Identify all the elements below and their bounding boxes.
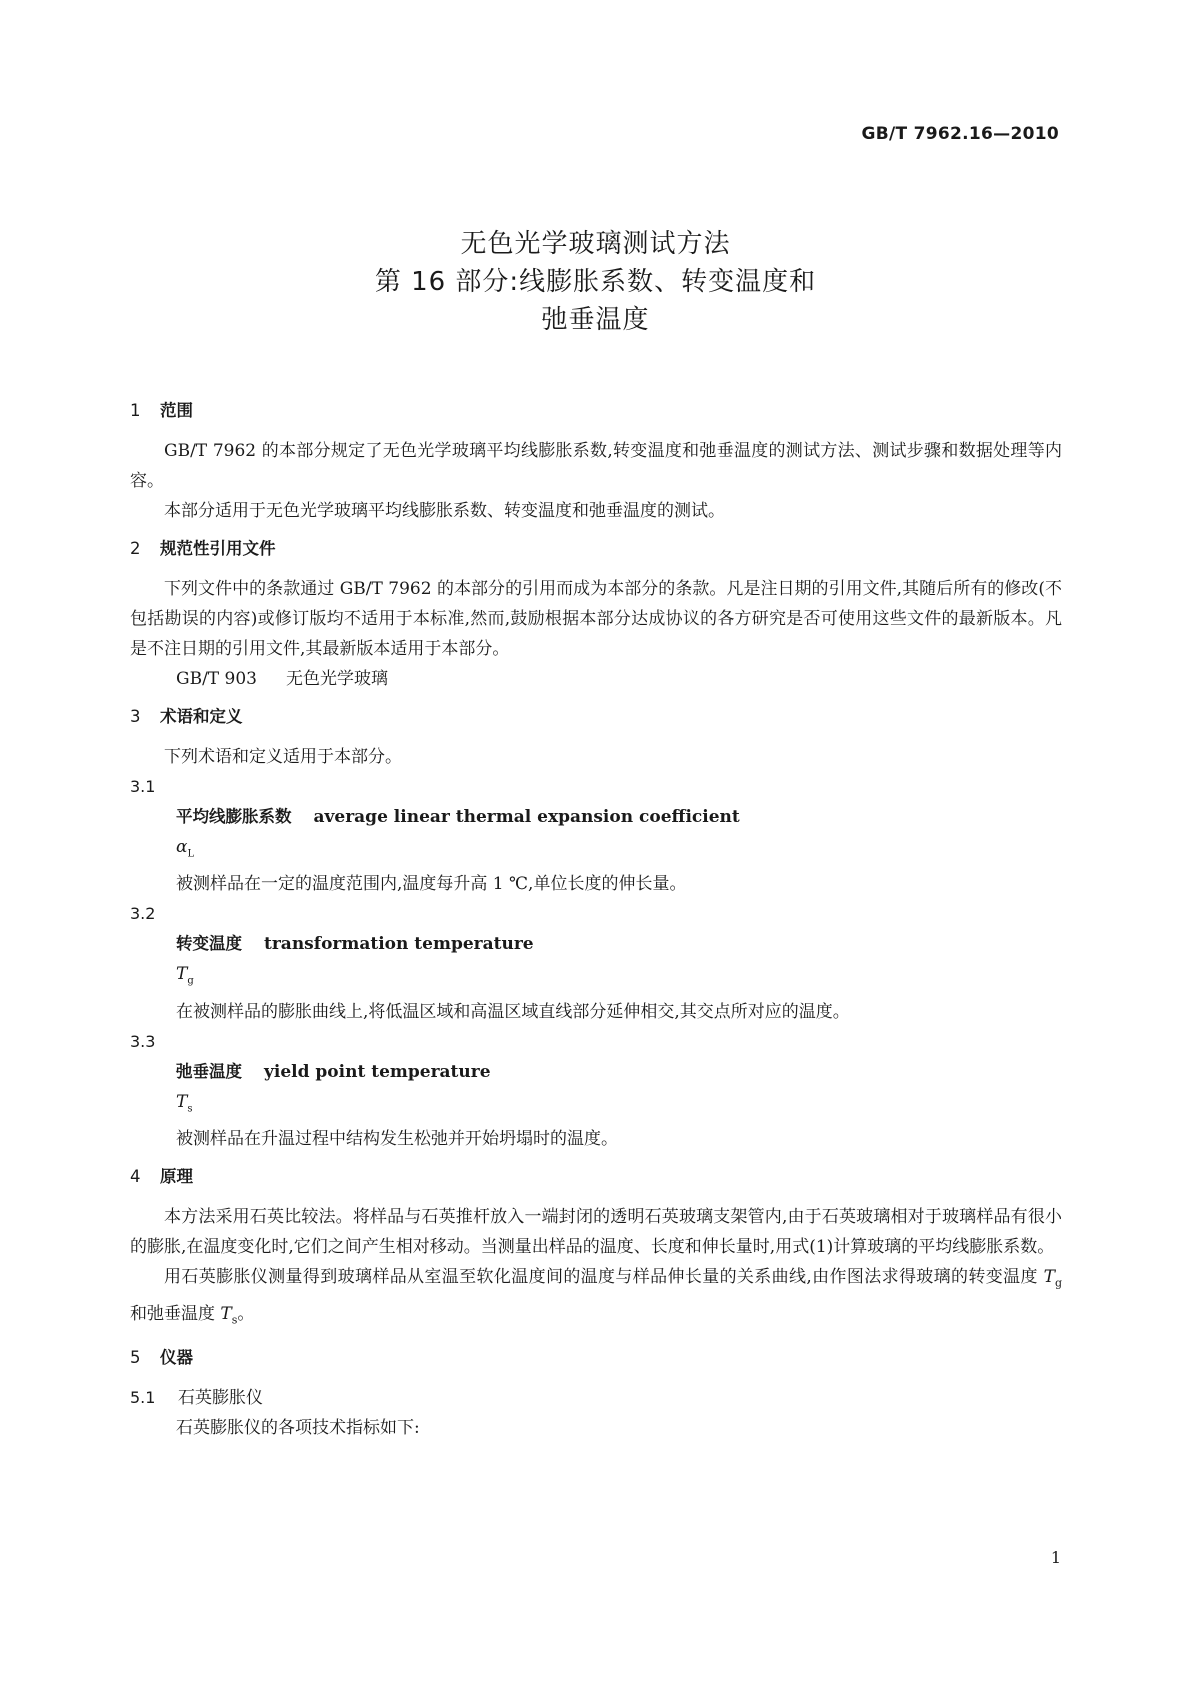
term-symbol <box>130 959 1062 996</box>
section-2-paragraph-1: 下列文件中的条款通过 GB/T 7962 的本部分的引用而成为本部分的条款。凡是注日期的引用文件,其随后所有的修改(不包括勘误的内容)或修订版均不适用于本标准,然而,鼓励根据本部分达成协议的各方研究是否可使用这些文件的最新版本。凡是不注日期的引用文件,其最新版本适用于本部分。 <box>130 579 1062 659</box>
term-name-en: transformation temperature <box>264 934 534 955</box>
term-number: 3.3 <box>130 1031 156 1051</box>
subsection-title: 石英膨胀仪 <box>178 1387 263 1408</box>
title-line-1: 无色光学玻璃测试方法 <box>460 229 731 259</box>
section-number: 4 <box>130 1167 141 1187</box>
term-name-en: yield point temperature <box>264 1061 491 1082</box>
document-body <box>130 396 1062 1443</box>
section-title: 原理 <box>160 1167 193 1187</box>
term-number: 3.2 <box>130 904 156 924</box>
section-1-heading <box>130 396 1062 426</box>
term-name <box>130 929 1062 959</box>
section-title: 规范性引用文件 <box>160 539 276 558</box>
reference-code: GB/T 903 <box>176 669 257 689</box>
section-5-heading <box>130 1343 1062 1373</box>
term-name-zh: 平均线膨胀系数 <box>176 807 292 826</box>
term-definition: 被测样品在一定的温度范围内,温度每升高 1 ℃,单位长度的伸长量。 <box>176 874 687 895</box>
symbol-subscript: s <box>187 1103 193 1115</box>
section-3-heading <box>130 702 1062 732</box>
paragraph-text-a: 用石英膨胀仪测量得到玻璃样品从室温至软化温度间的温度与样品伸长量的关系曲线,由作图法求得玻璃的转变温度 <box>164 1267 1044 1288</box>
term-symbol <box>130 1087 1062 1124</box>
section-1-paragraph-1: GB/T 7962 的本部分规定了无色光学玻璃平均线膨胀系数,转变温度和弛垂温度的测试方法、测试步骤和数据处理等内容。 <box>130 441 1062 491</box>
title-line-3: 弛垂温度 <box>541 305 650 335</box>
document-title <box>0 225 1191 339</box>
title-line-2: 第 16 部分:线膨胀系数、转变温度和 <box>374 267 817 297</box>
term-name-en: average linear thermal expansion coefficient <box>313 807 740 827</box>
normative-reference <box>130 664 1062 694</box>
section-2-heading <box>130 534 1062 564</box>
section-title: 范围 <box>160 401 193 420</box>
term-definition: 被测样品在升温过程中结构发生松弛并开始坍塌时的温度。 <box>176 1129 618 1150</box>
section-number: 2 <box>130 539 141 558</box>
symbol-subscript: g <box>187 975 194 987</box>
section-title: 术语和定义 <box>160 707 243 726</box>
tg-subscript: g <box>1054 1276 1062 1290</box>
section-number: 5 <box>130 1347 141 1367</box>
page-number: 1 <box>1050 1548 1061 1567</box>
section-1-paragraph-2: 本部分适用于无色光学玻璃平均线膨胀系数、转变温度和弛垂温度的测试。 <box>164 501 725 521</box>
term-name <box>130 1057 1062 1087</box>
section-4-paragraph-2 <box>130 1262 1062 1335</box>
section-4-heading <box>130 1162 1062 1192</box>
section-title: 仪器 <box>160 1347 193 1367</box>
symbol-subscript: L <box>187 848 195 860</box>
term-3-1 <box>130 772 1062 899</box>
section-number: 1 <box>130 401 141 420</box>
paragraph-text-b: 和弛垂温度 <box>130 1303 221 1324</box>
subsection-5-1-text: 石英膨胀仪的各项技术指标如下: <box>176 1417 420 1438</box>
tg-symbol: T <box>1043 1267 1055 1288</box>
term-symbol <box>130 832 1062 869</box>
subsection-number: 5.1 <box>130 1387 156 1407</box>
section-number: 3 <box>130 707 141 726</box>
term-3-2 <box>130 899 1062 1026</box>
term-name <box>130 802 1062 832</box>
symbol-letter: α <box>176 837 188 857</box>
ts-symbol: T <box>220 1303 232 1324</box>
section-4-paragraph-1: 本方法采用石英比较法。将样品与石英推杆放入一端封闭的透明石英玻璃支架管内,由于石英玻璃相对于玻璃样品有很小的膨胀,在温度变化时,它们之间产生相对移动。当测量出样品的温度、长度和伸长量时,用式(1)计算玻璃的平均线膨胀系数。 <box>130 1207 1062 1258</box>
term-definition: 在被测样品的膨胀曲线上,将低温区域和高温区域直线部分延伸相交,其交点所对应的温度。 <box>176 1001 850 1022</box>
term-number: 3.1 <box>130 777 156 796</box>
term-name-zh: 弛垂温度 <box>176 1061 242 1081</box>
symbol-letter: T <box>176 1091 188 1112</box>
standard-code: GB/T 7962.16—2010 <box>861 124 1059 144</box>
reference-title: 无色光学玻璃 <box>286 669 388 689</box>
symbol-letter: T <box>176 964 188 985</box>
paragraph-text-c: 。 <box>237 1303 255 1324</box>
term-name-zh: 转变温度 <box>176 934 242 954</box>
subsection-5-1-heading <box>130 1383 1062 1413</box>
term-3-3 <box>130 1027 1062 1154</box>
section-3-intro: 下列术语和定义适用于本部分。 <box>164 747 402 767</box>
ts-subscript: s <box>231 1312 238 1326</box>
